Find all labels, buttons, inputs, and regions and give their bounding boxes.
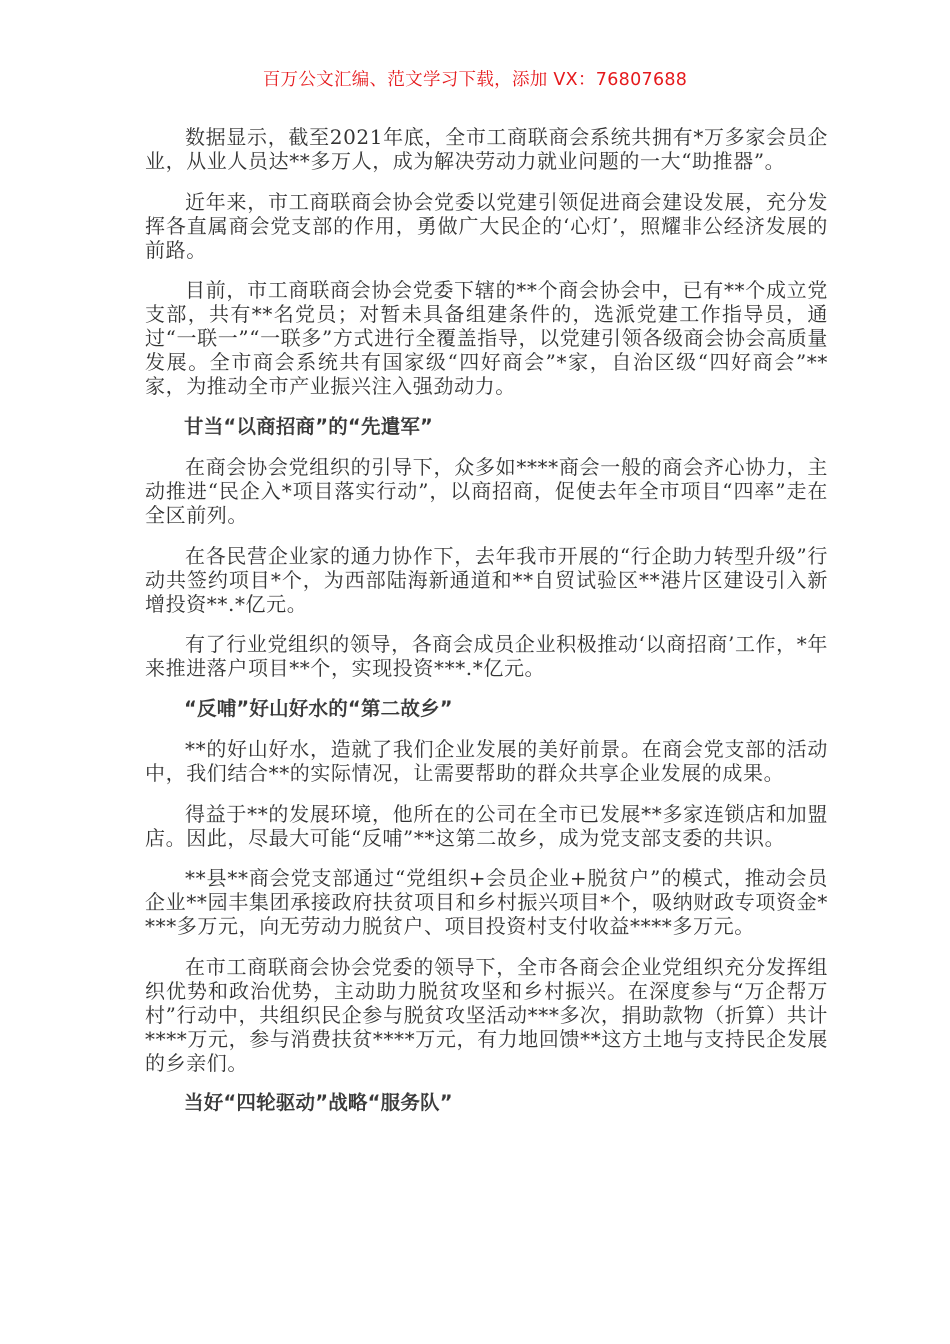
paragraph-party-leadership: 近年来，市工商联商会协会党委以党建引领促进商会建设发展，充分发挥各直属商会党支部的作用，勇做广大民企的‘心灯’，照耀非公经济发展的前路。 — [145, 189, 828, 262]
document-body — [145, 125, 828, 1132]
paragraph-good-landscape: **的好山好水，造就了我们企业发展的美好前景。在商会党支部的活动中，我们结合**的实际情况，让需要帮助的群众共享企业发展的成果。 — [145, 737, 828, 785]
paragraph-development-environment: 得益于**的发展环境，他所在的公司在全市已发展**多家连锁店和加盟店。因此，尽最大可能“反哺”**这第二故乡，成为党支部支委的共识。 — [145, 801, 828, 850]
section-heading-service-team: 当好“四轮驱动”战略“服务队” — [184, 1091, 453, 1114]
paragraph-investment-guidance: 在商会协会党组织的引导下，众多如****商会一般的商会齐心协力，主动推进“民企入*项目落实行动”，以商招商，促使去年全市项目“四率”走在全区前列。 — [145, 455, 828, 527]
section-heading-second-hometown: “反哺”好山好水的“第二故乡” — [184, 696, 453, 720]
paragraph-statistics: 数据显示，截至2021年底，全市工商联商会系统共拥有*万多家会员企业，从业人员达**多万人，成为解决劳动力就业问题的一大“助推器”。 — [145, 125, 828, 173]
paragraph-poverty-model: **县**商会党支部通过“党组织+会员企业+脱贫户”的模式，推动会员企业**园丰集团承接政府扶贫项目和乡村振兴项目*个，吸纳财政专项资金****多万元，向无劳动力脱贫户、项目投资村支付收益****多万元。 — [145, 866, 828, 938]
paragraph-rural-revitalization: 在市工商联商会协会党委的领导下，全市各商会企业党组织充分发挥组织优势和政治优势，主动助力脱贫攻坚和乡村振兴。在深度参与“万企帮万村”行动中，共组织民企参与脱贫攻坚活动***多次，捐助款物（折算）共计****万元，参与消费扶贫****万元，有力地回馈**这方土地与支持民企发展的乡亲们。 — [145, 954, 828, 1075]
paragraph-investment-results: 有了行业党组织的领导，各商会成员企业积极推动‘以商招商’工作，*年来推进落户项目**个，实现投资***.*亿元。 — [145, 632, 828, 680]
section-heading-investment: 甘当“以商招商”的“先遣军” — [184, 414, 434, 438]
paragraph-signed-projects: 在各民营企业家的通力协作下，去年我市开展的“行企助力转型升级”行动共签约项目*个，为西部陆海新通道和**自贸试验区**港片区建设引入新增投资**.*亿元。 — [145, 543, 828, 616]
header-banner: 百万公文汇编、范文学习下载，添加 VX：76807688 — [262, 70, 688, 90]
paragraph-party-branches: 目前，市工商联商会协会党委下辖的**个商会协会中，已有**个成立党支部，共有**名党员；对暂未具备组建条件的，选派党建工作指导员，通过“一联一”“一联多”方式进行全覆盖指导，以党建引领各级商会协会高质量发展。全市商会系统共有国家级“四好商会”*家，自治区级“四好商会”**家，为推动全市产业振兴注入强劲动力。 — [145, 278, 828, 398]
